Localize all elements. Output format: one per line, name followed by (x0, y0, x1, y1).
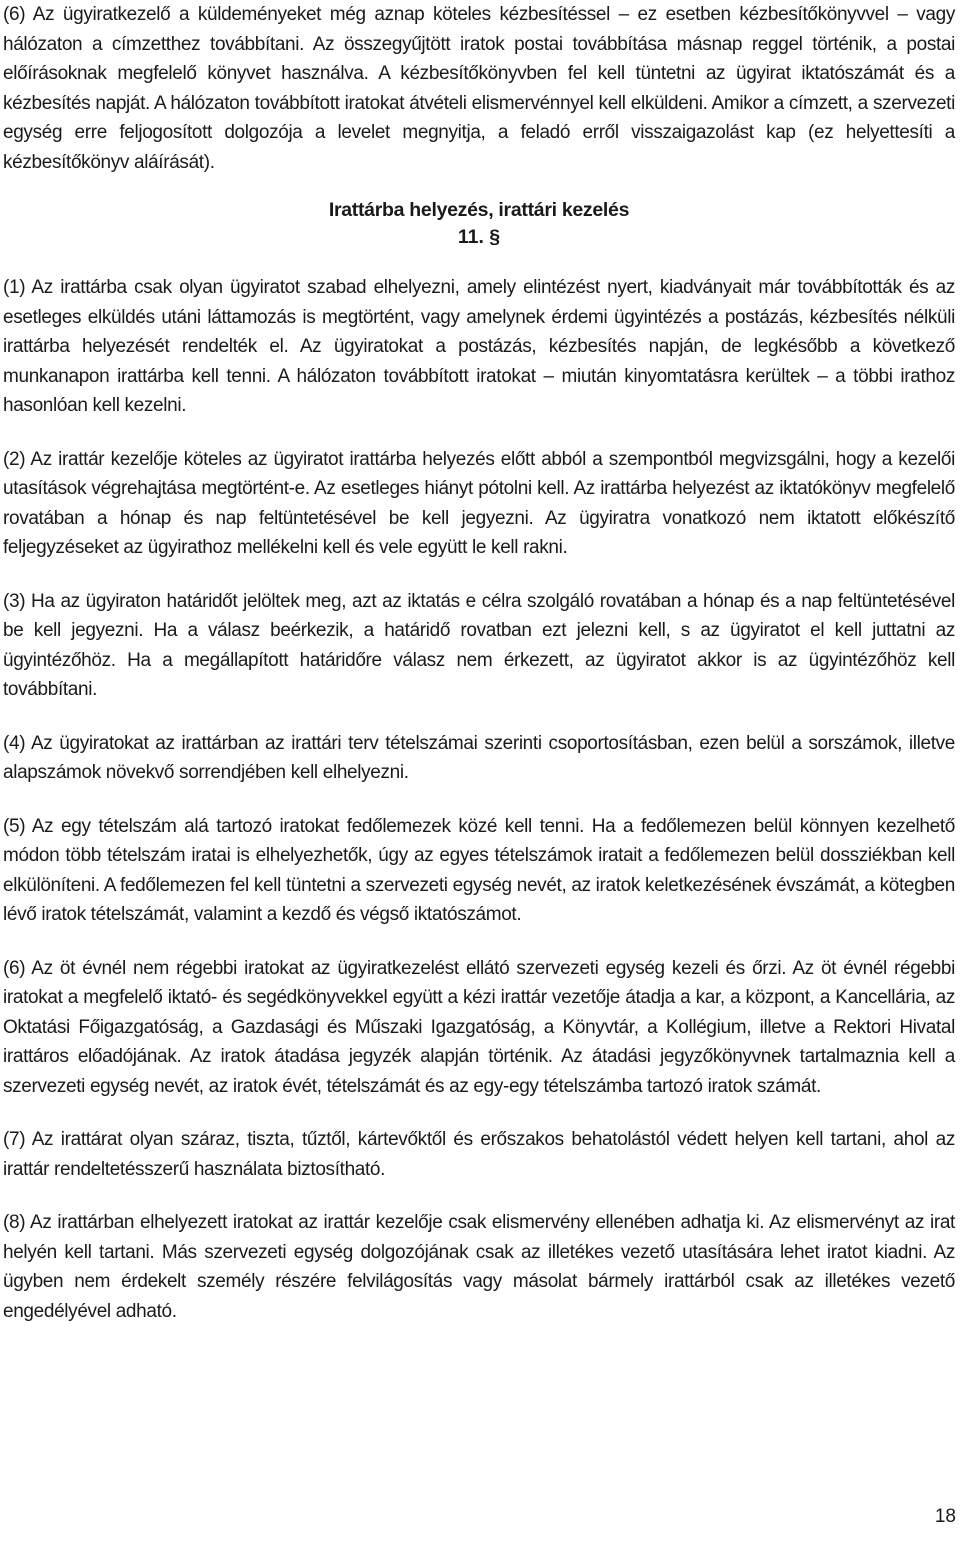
page-number: 18 (934, 1506, 956, 1527)
paragraph-7: (7) Az irattárat olyan száraz, tiszta, tűztől, kártevőktől és erőszakos behatolástól védett helyen kell tartani, ahol az irattár rendeltetésszerű használata biztosítható. (3, 1129, 955, 1180)
paragraph-1: (1) Az irattárba csak olyan ügyiratot szabad elhelyezni, amely elintézést nyert, kiadványait már továbbították és az esetleges elküldés utáni láttamozás is megtörtént, vagy amelynek érdemi ügyintézés a postázás, kézbesítés nélküli irattárba helyezését rendelték el. Az ügyiratokat a postázás, kézbesítés napján, de legkésőbb a következő munkanapon irattárba kell tenni. A hálózaton továbbított iratokat – miután kinyomtatásra kerültek – a többi irathoz hasonlóan kell kezelni. (3, 277, 955, 416)
paragraph-2: (2) Az irattár kezelője köteles az ügyiratot irattárba helyezés előtt abból a szempontból megvizsgálni, hogy a kezelői utasítások végrehajtása megtörtént-e. Az esetleges hiányt pótolni kell. Az irattárba helyezést az iktatókönyv megfelelő rovatában a hónap és nap feltüntetésével be kell jegyezni. Az ügyiratra vonatkozó nem iktatott előkészítő feljegyzéseket az ügyirathoz mellékelni kell és vele együtt le kell rakni. (3, 448, 955, 558)
paragraph-6-delivery: (6) Az ügyiratkezelő a küldeményeket még aznap köteles kézbesítéssel – ez esetben kézbesítőkönyvvel – vagy hálózaton a címzetthez továbbítani. Az összegyűjtött iratok postai továbbítása másnap reggel történik, a postai előírásoknak megfelelő könyvet használva. A kézbesítőkönyvben fel kell tüntetni az ügyirat iktatószámát és a kézbesítés napját. A hálózaton továbbított iratokat átvételi elismervénnyel kell elküldeni. Amikor a címzett, a szervezeti egység erre feljogosított dolgozója a levelet megnyitja, a feladó erről visszaigazolást kap (ez helyettesíti a kézbesítőkönyv aláírását). (3, 4, 955, 173)
section-number: 11. § (457, 226, 501, 248)
section-heading (3, 197, 955, 251)
paragraph-4: (4) Az ügyiratokat az irattárban az irattári terv tételszámai szerinti csoportosításban, ezen belül a sorszámok, illetve alapszámok növekvő sorrendjében kell elhelyezni. (3, 732, 955, 783)
paragraph-3: (3) Ha az ügyiraton határidőt jelöltek meg, azt az iktatás e célra szolgáló rovatában a hónap és a nap feltüntetésével be kell jegyezni. Ha a válasz beérkezik, a határidő rovatban ezt jelezni kell, s az ügyiratot el kell juttatni az ügyintézőhöz. Ha a megállapított határidőre válasz nem érkezett, az ügyiratot akkor is az ügyintézőhöz kell továbbítani. (3, 590, 955, 700)
section-title: Irattárba helyezés, irattári kezelés (328, 199, 630, 221)
page-content (3, 0, 955, 1326)
paragraph-8: (8) Az irattárban elhelyezett iratokat az irattár kezelője csak elismervény ellenében adhatja ki. Az elismervényt az irat helyén kell tartani. Más szervezeti egység dolgozójának csak az illetékes vezető utasítására lehet iratot kiadni. Az ügyben nem érdekelt személy részére felvilágosítás vagy másolat bármely irattárból csak az illetékes vezető engedélyével adható. (3, 1212, 955, 1322)
paragraph-6: (6) Az öt évnél nem régebbi iratokat az ügyiratkezelést ellátó szervezeti egység kezeli és őrzi. Az öt évnél régebbi iratokat a megfelelő iktató- és segédkönyvekkel együtt a kézi irattár vezetője átadja a kar, a központ, a Kancellária, az Oktatási Főigazgatóság, a Gazdasági és Műszaki Igazgatóság, a Könyvtár, a Kollégium, illetve a Rektori Hivatal irattáros előadójának. Az iratok átadása jegyzék alapján történik. Az átadási jegyzőkönyvnek tartalmaznia kell a szervezeti egység nevét, az iratok évét, tételszámát és az egy-egy tételszámba tartozó iratok számát. (3, 957, 955, 1097)
paragraph-5: (5) Az egy tételszám alá tartozó iratokat fedőlemezek közé kell tenni. Ha a fedőlemezen belül könnyen kezelhető módon több tételszám iratai is elhelyezhetők, úgy az egyes tételszámok iratait a fedőlemezen belül dossziékban kell elkülöníteni. A fedőlemezen fel kell tüntetni a szervezeti egység nevét, az iratok keletkezésének évszámát, a kötegben lévő iratok tételszámát, valamint a kezdő és végső iktatószámot. (3, 815, 955, 925)
